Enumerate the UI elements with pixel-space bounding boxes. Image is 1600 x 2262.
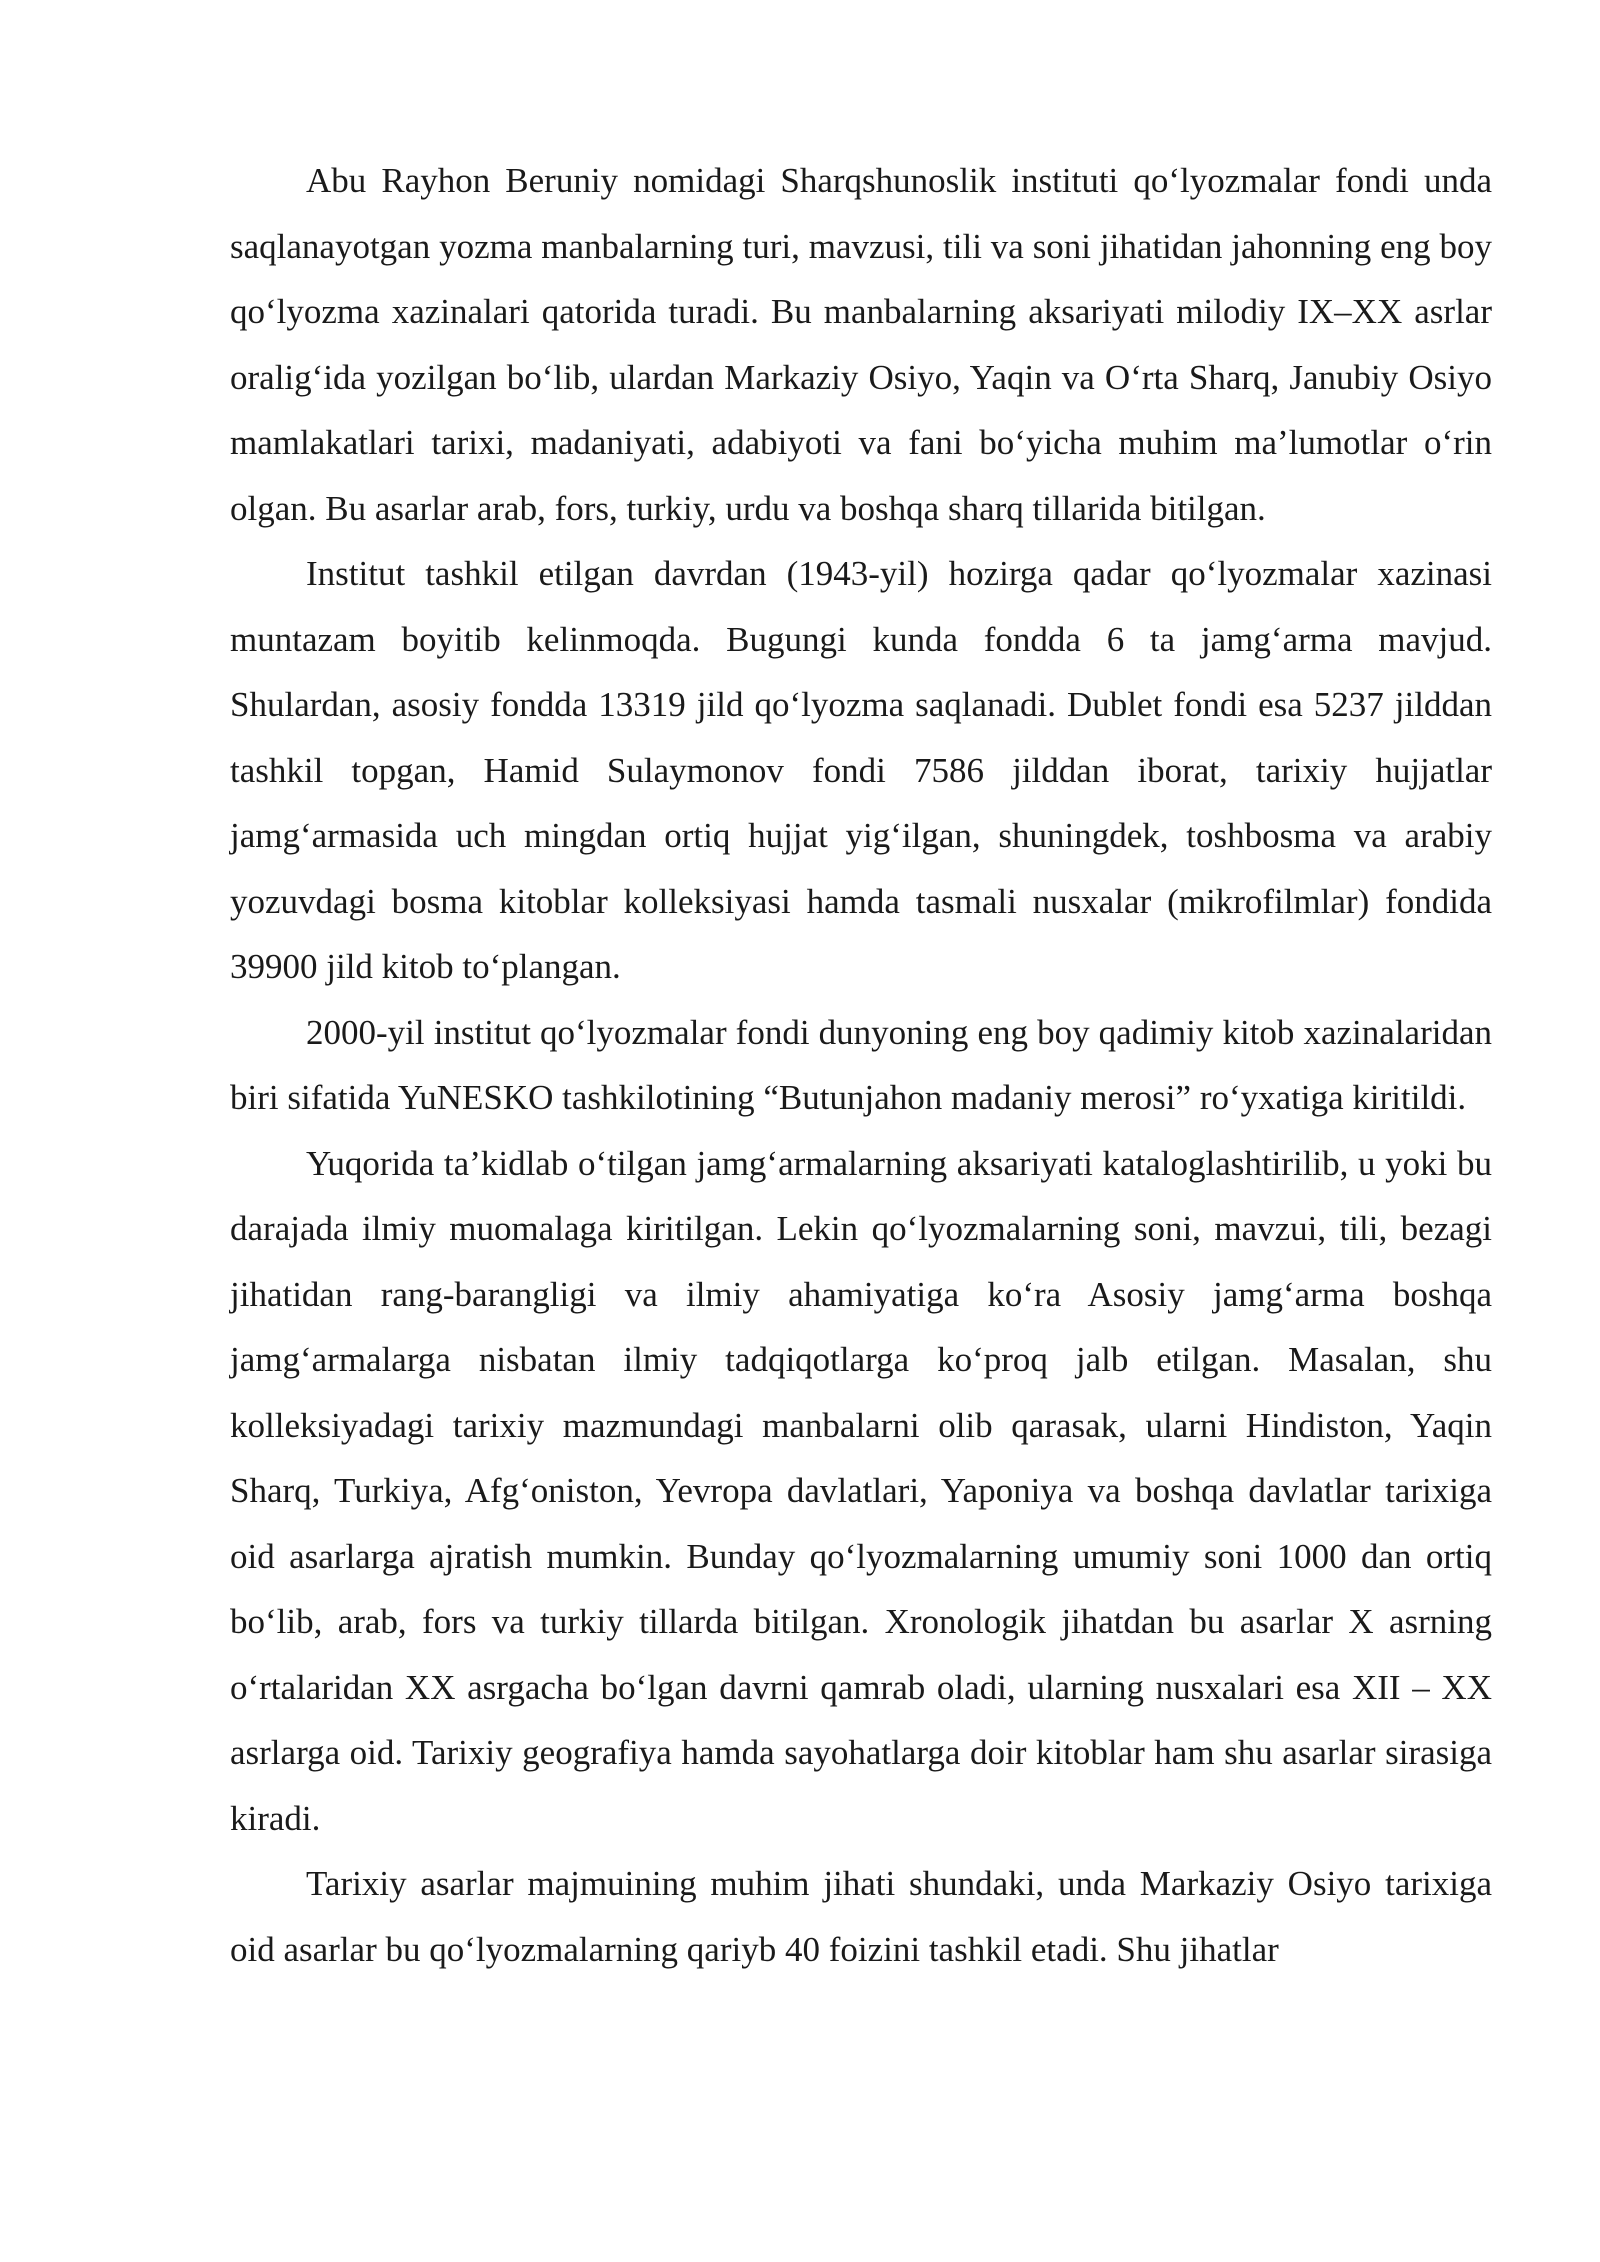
document-page: [230, 148, 1492, 1982]
paragraph-1: Abu Rayhon Beruniy nomidagi Sharqshunoslik instituti qo‘lyozmalar fondi unda saqlanayotgan yozma manbalarning turi, mavzusi, tili va soni jihatidan jahonning eng boy qo‘lyozma xazinalari qatorida turadi. Bu manbalarning aksariyati milodiy IX–XX asrlar oralig‘ida yozilgan bo‘lib, ulardan Markaziy Osiyo, Yaqin va O‘rta Sharq, Janubiy Osiyo mamlakatlari tarixi, madaniyati, adabiyoti va fani bo‘yicha muhim ma’lumotlar o‘rin olgan. Bu asarlar arab, fors, turkiy, urdu va boshqa sharq tillarida bitilgan.: [230, 161, 1492, 528]
paragraph-3: 2000-yil institut qo‘lyozmalar fondi dunyoning eng boy qadimiy kitob xazinalaridan biri sifatida YuNESKO tashkilotining “Butunjahon madaniy merosi” ro‘yxatiga kiritildi.: [230, 1012, 1492, 1117]
paragraph-4: Yuqorida ta’kidlab o‘tilgan jamg‘armalarning aksariyati kataloglashtirilib, u yoki bu darajada ilmiy muomalaga kiritilgan. Lekin qo‘lyozmalarning soni, mavzui, tili, bezagi jihatidan rang-barangligi va ilmiy ahamiyatiga ko‘ra Asosiy jamg‘arma boshqa jamg‘armalarga nisbatan ilmiy tadqiqotlarga ko‘proq jalb etilgan. Masalan, shu kolleksiyadagi tarixiy mazmundagi manbalarni olib qarasak, ularni Hindiston, Yaqin Sharq, Turkiya, Afg‘oniston, Yevropa davlatlari, Yaponiya va boshqa davlatlar tarixiga oid asarlarga ajratish mumkin. Bunday qo‘lyozmalarning umumiy soni 1000 dan ortiq bo‘lib, arab, fors va turkiy tillarda bitilgan. Xronologik jihatdan bu asarlar X asrning o‘rtalaridan XX asrgacha bo‘lgan davrni qamrab oladi, ularning nusxalari esa XII – XX asrlarga oid. Tarixiy geografiya hamda sayohatlarga doir kitoblar ham shu asarlar sirasiga kiradi.: [230, 1143, 1492, 1838]
paragraph-5: Tarixiy asarlar majmuining muhim jihati shundaki, unda Markaziy Osiyo tarixiga oid asarlar bu qo‘lyozmalarning qariyb 40 foizini tashkil etadi. Shu jihatlar: [230, 1864, 1492, 1969]
paragraph-2: Institut tashkil etilgan davrdan (1943-yil) hozirga qadar qo‘lyozmalar xazinasi muntazam boyitib kelinmoqda. Bugungi kunda fondda 6 ta jamg‘arma mavjud. Shulardan, asosiy fondda 13319 jild qo‘lyozma saqlanadi. Dublet fondi esa 5237 jilddan tashkil topgan, Hamid Sulaymonov fondi 7586 jilddan iborat, tarixiy hujjatlar jamg‘armasida uch mingdan ortiq hujjat yig‘ilgan, shuningdek, toshbosma va arabiy yozuvdagi bosma kitoblar kolleksiyasi hamda tasmali nusxalar (mikrofilmlar) fondida 39900 jild kitob to‘plangan.: [230, 554, 1492, 986]
